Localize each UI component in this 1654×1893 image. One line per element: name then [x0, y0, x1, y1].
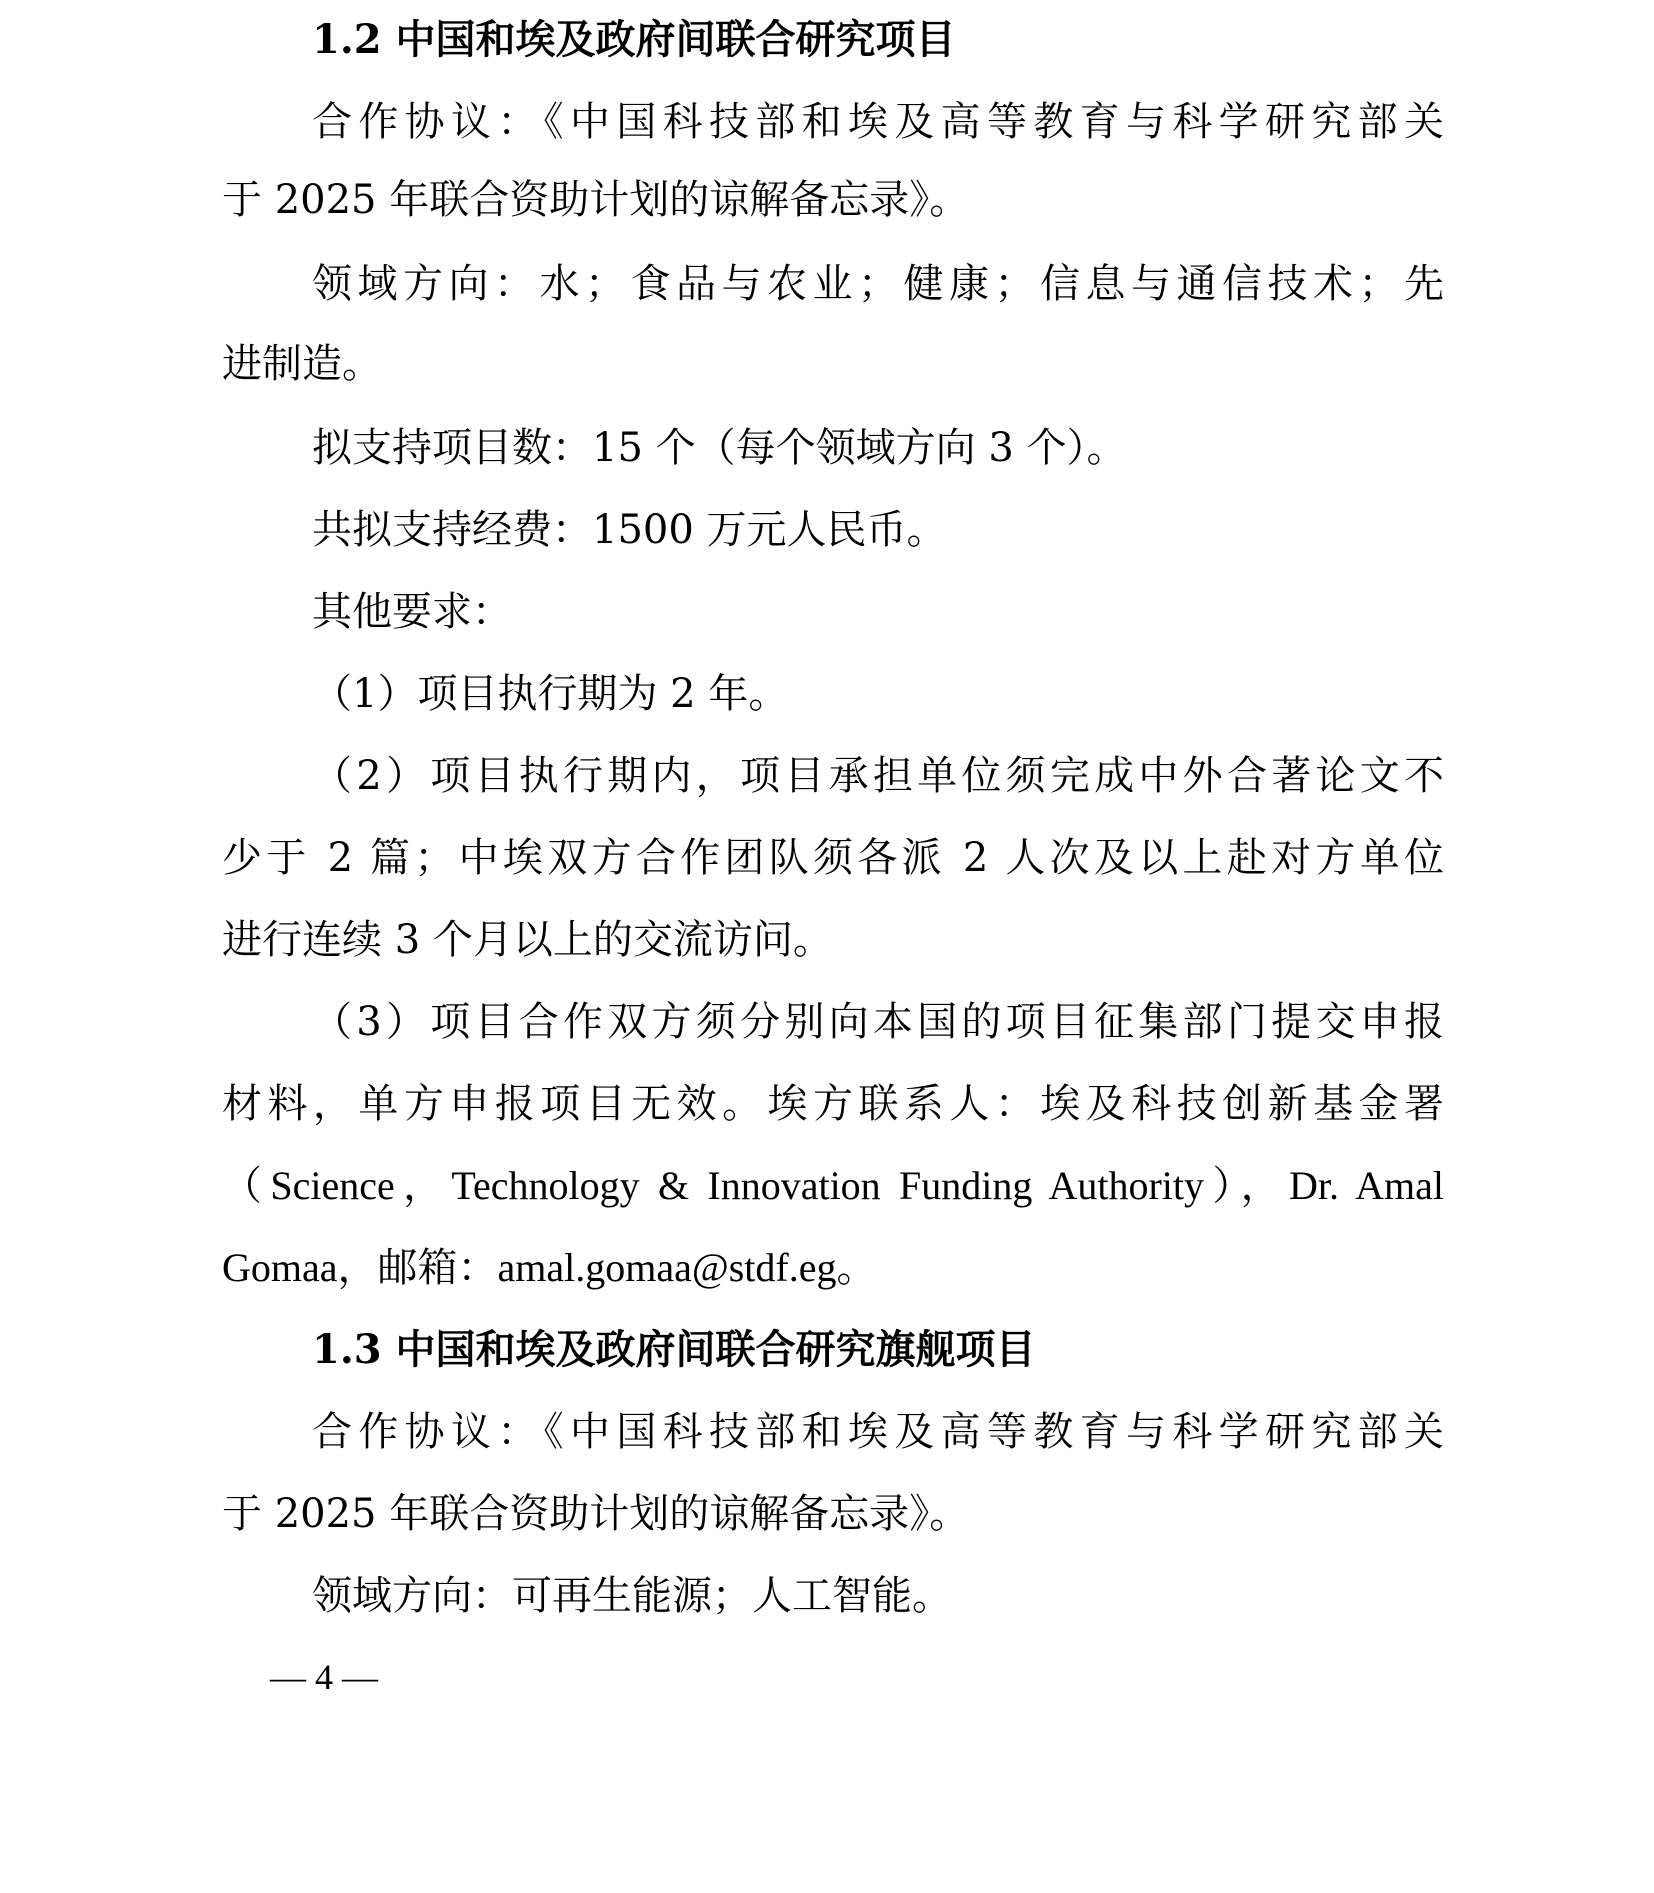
page-number: — 4 —	[270, 1657, 378, 1697]
agreement-line-1: 合作协议：《中国科技部和埃及高等教育与科学研究部关	[312, 99, 1444, 145]
requirement-2-line-2: 少于 2 篇；中埃双方合作团队须各派 2 人次及以上赴对方单位	[222, 835, 1444, 881]
section-heading-1-2: 1.2 中国和埃及政府间联合研究项目	[312, 16, 956, 63]
flagship-agreement-line-1: 合作协议：《中国科技部和埃及高等教育与科学研究部关	[312, 1409, 1444, 1455]
requirement-3-line-3: （Science，Technology & Innovation Funding Authority），Dr. Amal	[222, 1163, 1444, 1208]
requirement-2-line-1: （2）项目执行期内，项目承担单位须完成中外合著论文不	[312, 753, 1444, 799]
funding-amount: 共拟支持经费：1500 万元人民币。	[312, 507, 947, 553]
requirement-3-line-2: 材料，单方申报项目无效。埃方联系人：埃及科技创新基金署	[222, 1081, 1444, 1127]
requirement-2-line-3: 进行连续 3 个月以上的交流访问。	[222, 917, 833, 963]
other-requirements-label: 其他要求：	[312, 589, 512, 635]
fields-line-2: 进制造。	[222, 341, 382, 387]
section-heading-1-3: 1.3 中国和埃及政府间联合研究旗舰项目	[312, 1326, 1036, 1373]
fields-line-1: 领域方向：水；食品与农业；健康；信息与通信技术；先	[312, 261, 1444, 307]
project-count: 拟支持项目数：15 个（每个领域方向 3 个）。	[312, 425, 1127, 471]
flagship-fields-line-1: 领域方向：可再生能源；人工智能。	[312, 1573, 952, 1619]
flagship-agreement-line-2: 于 2025 年联合资助计划的谅解备忘录》。	[222, 1491, 970, 1537]
requirement-3-line-4: Gomaa，邮箱：amal.gomaa@stdf.eg。	[222, 1245, 877, 1290]
requirement-3-line-1: （3）项目合作双方须分别向本国的项目征集部门提交申报	[312, 999, 1444, 1045]
agreement-line-2: 于 2025 年联合资助计划的谅解备忘录》。	[222, 177, 970, 223]
requirement-1: （1）项目执行期为 2 年。	[312, 671, 789, 717]
